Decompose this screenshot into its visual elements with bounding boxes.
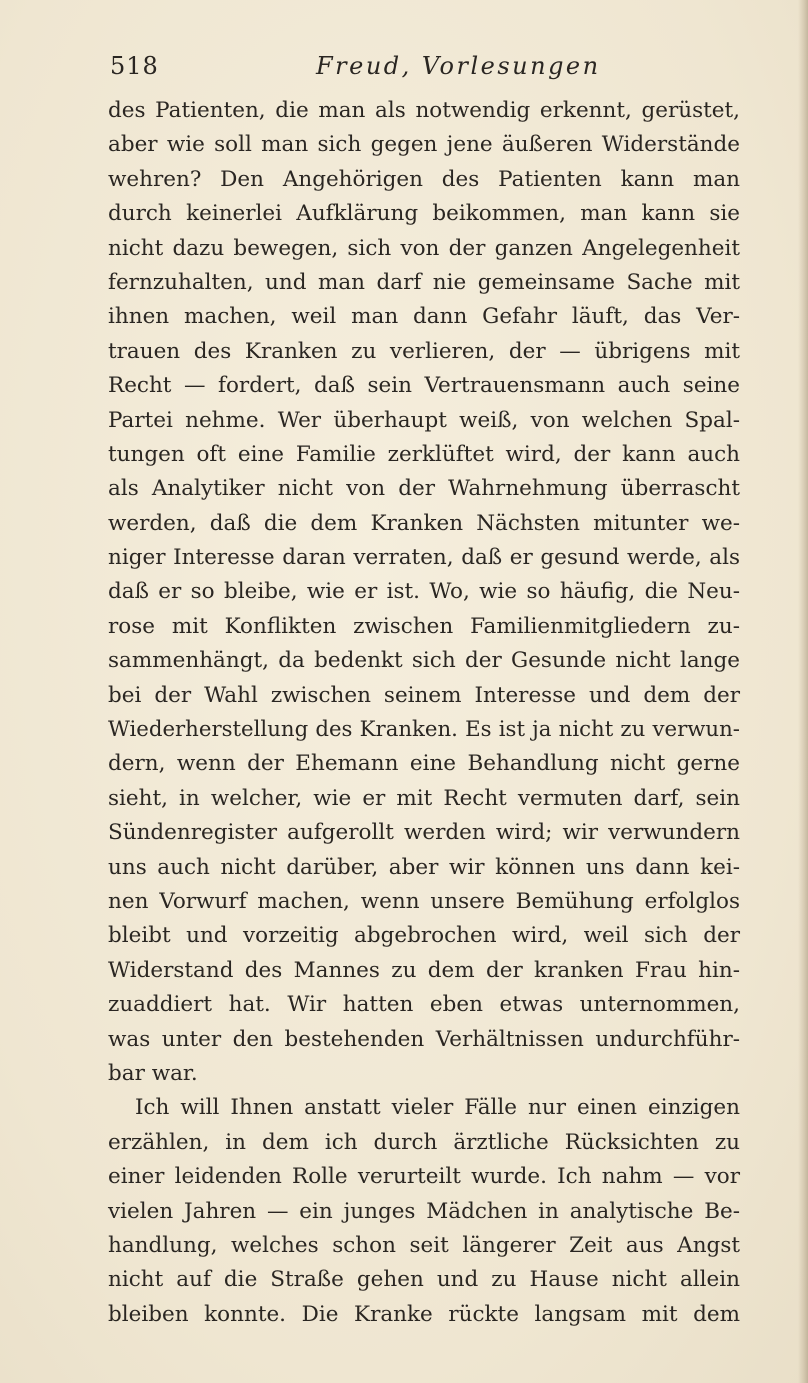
text-line: was unter den bestehenden Verhältnissen undurchführ-	[108, 1026, 740, 1052]
text-line: sammenhängt, da bedenkt sich der Gesunde nicht lange	[108, 648, 740, 674]
text-line: des Patienten, die man als notwendig erkennt, gerüstet,	[108, 98, 740, 123]
text-line: bleiben konnte. Die Kranke rückte langsam mit dem	[108, 1301, 740, 1327]
text-line: erzählen, in dem ich durch ärztliche Rücksichten zu	[108, 1129, 740, 1155]
text-line: niger Interesse daran verraten, daß er gesund werde, als	[108, 545, 740, 571]
text-line: ihnen machen, weil man dann Gefahr läuft, das Ver-	[108, 304, 740, 330]
page-edge-shadow	[798, 0, 808, 1383]
text-line: nicht dazu bewegen, sich von der ganzen Angelegenheit	[108, 235, 740, 261]
page-number: 518	[110, 52, 159, 80]
text-line: Recht — fordert, daß sein Vertrauensmann auch seine	[108, 373, 740, 399]
text-line: einer leidenden Rolle verurteilt wurde. Ich nahm — vor	[108, 1164, 740, 1190]
text-line: Wiederherstellung des Kranken. Es ist ja nicht zu verwun-	[108, 717, 740, 743]
text-line: bleibt und vorzeitig abgebrochen wird, weil sich der	[108, 923, 740, 949]
text-line: werden, daß die dem Kranken Nächsten mitunter we-	[108, 510, 740, 536]
text-line: handlung, welches schon seit längerer Zeit aus Angst	[108, 1232, 740, 1258]
page-header	[110, 52, 740, 88]
body-text	[108, 94, 740, 1332]
text-line: wehren? Den Angehörigen des Patienten kann man	[108, 166, 740, 192]
text-line: durch keinerlei Aufklärung beikommen, man kann sie	[108, 201, 740, 227]
text-line: aber wie soll man sich gegen jene äußeren Widerstände	[108, 132, 740, 158]
text-line: Sündenregister aufgerollt werden wird; wir verwundern	[108, 820, 740, 846]
text-line: Ich will Ihnen anstatt vieler Fälle nur einen einzigen	[135, 1095, 740, 1121]
text-line: als Analytiker nicht von der Wahrnehmung überrascht	[108, 476, 740, 502]
text-line: vielen Jahren — ein junges Mädchen in analytische Be-	[108, 1198, 740, 1224]
text-line: Partei nehme. Wer überhaupt weiß, von welchen Spal-	[108, 407, 740, 433]
text-line: bar war.	[108, 1060, 198, 1086]
text-line: rose mit Konflikten zwischen Familienmitgliedern zu-	[108, 613, 740, 639]
text-line: Widerstand des Mannes zu dem der kranken Frau hin-	[108, 957, 740, 983]
text-line: nicht auf die Straße gehen und zu Hause nicht allein	[108, 1267, 740, 1293]
text-line: nen Vorwurf machen, wenn unsere Bemühung erfolglos	[108, 888, 740, 914]
running-head: Freud, Vorlesungen	[316, 52, 601, 80]
text-line: zuaddiert hat. Wir hatten eben etwas unternommen,	[108, 992, 740, 1018]
text-line: fernzuhalten, und man darf nie gemeinsame Sache mit	[108, 269, 740, 295]
text-line: tungen oft eine Familie zerklüftet wird, der kann auch	[108, 441, 740, 467]
text-line: dern, wenn der Ehemann eine Behandlung nicht gerne	[108, 751, 740, 777]
text-line: uns auch nicht darüber, aber wir können uns dann kei-	[108, 854, 740, 880]
text-line: daß er so bleibe, wie er ist. Wo, wie so häufig, die Neu-	[108, 579, 740, 605]
text-line: trauen des Kranken zu verlieren, der — übrigens mit	[108, 338, 740, 364]
text-line: bei der Wahl zwischen seinem Interesse und dem der	[108, 682, 740, 708]
text-line: sieht, in welcher, wie er mit Recht vermuten darf, sein	[108, 785, 740, 811]
